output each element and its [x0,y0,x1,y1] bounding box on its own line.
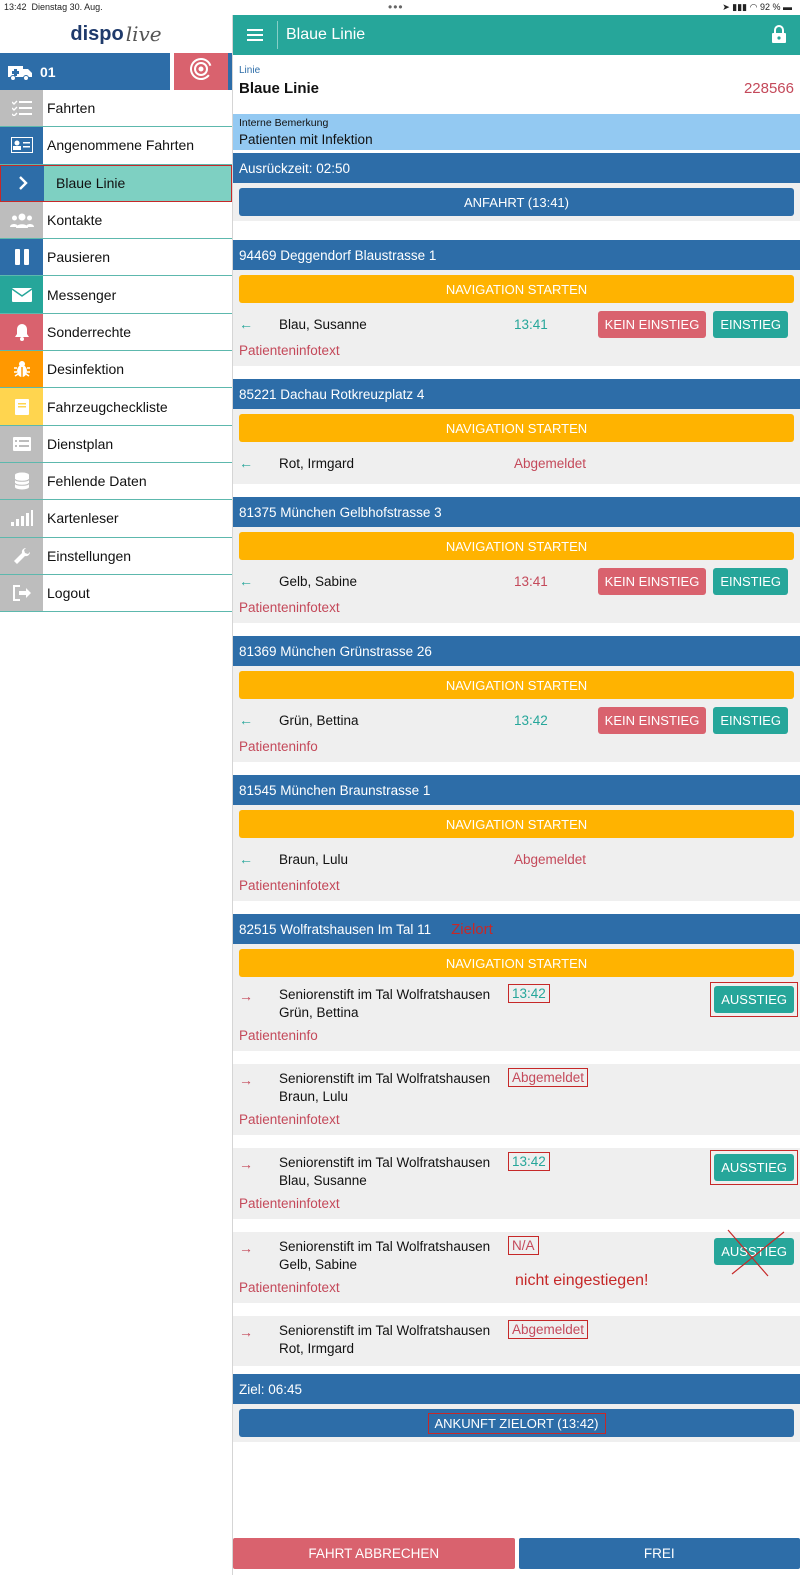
linie-name: Blaue Linie [239,80,320,97]
bug-icon [0,351,43,387]
sidebar-item-label: Sonderrechte [47,323,132,340]
wrench-icon [0,538,43,574]
arrow-right-icon: → [239,1072,253,1088]
stop-address: 85221 Dachau Rotkreuzplatz 4 [233,379,800,409]
destination-place: Seniorenstift im Tal Wolfratshausen [279,987,491,1002]
vehicle-selector[interactable] [0,53,170,90]
patient-name: Grün, Bettina [279,1005,359,1020]
stop-card [233,240,800,379]
patient-name: Rot, Irmgard [279,1341,355,1356]
radio-button[interactable] [174,53,228,90]
patient-info[interactable]: Patienteninfotext [239,1280,340,1295]
linie-label: Linie [239,65,261,76]
patient-name: Grün, Bettina [279,712,359,728]
broadcast-icon [189,57,213,86]
patient-row [233,305,800,366]
patient-time: 13:41 [514,316,548,332]
sidebar-item-kartenleser[interactable] [0,500,232,537]
app-logo: dispo live [70,22,162,46]
patient-row [233,701,800,762]
sidebar-item-kontakte[interactable] [0,202,232,239]
anfahrt-block [233,183,800,221]
patient-name: Rot, Irmgard [279,455,355,471]
destination-address: 82515 Wolfratshausen Im Tal 11 [239,921,432,937]
sidebar-item-blaue-linie[interactable] [0,165,232,202]
destination-nav-block [233,944,800,980]
sidebar-item-label: Messenger [47,286,117,303]
envelope-icon [0,276,43,312]
patient-time: 13:42 [508,1152,550,1171]
stop-nav-block [233,527,800,562]
bottom-actions [233,1538,800,1569]
patient-time: 13:42 [508,984,550,1003]
patient-info[interactable]: Patienteninfo [239,1028,318,1043]
anfahrt-button[interactable]: ANFAHRT (13:41) [239,188,794,216]
sidebar-item-angenommene-fahrten[interactable] [0,127,232,164]
navigation-start-button[interactable]: NAVIGATION STARTEN [239,414,794,442]
status-bar [0,0,800,15]
sidebar-item-label: Logout [47,585,90,601]
stop-nav-block [233,805,800,840]
arrow-left-icon: ← [239,455,253,471]
arrow-right-icon: → [239,1240,253,1256]
einstieg-button[interactable]: EINSTIEG [713,568,788,595]
destination-navigation-button[interactable]: NAVIGATION STARTEN [239,949,794,977]
patient-info[interactable]: Patienteninfotext [239,1196,340,1211]
linie-info [233,55,800,114]
kein-einstieg-button[interactable]: KEIN EINSTIEG [598,311,707,338]
stops-list [233,240,800,914]
hamburger-menu-icon[interactable] [233,29,277,41]
sidebar-item-label: Kontakte [47,212,103,229]
status-time-date: 13:42 Dienstag 30. Aug. [4,2,103,12]
frei-button[interactable]: FREI [519,1538,800,1569]
signal-icon [0,500,43,536]
ausstieg-button[interactable]: AUSSTIEG [714,986,794,1013]
book-icon [0,388,43,424]
sidebar-item-label: Kartenleser [47,510,119,527]
sidebar-item-sonderrechte[interactable] [0,314,232,351]
patient-time: Abgemeldet [514,455,587,471]
arrow-right-icon: → [239,988,253,1004]
stop-address: 94469 Deggendorf Blaustrasse 1 [233,240,800,270]
main-content [233,15,800,1575]
arrow-left-icon: ← [239,851,253,867]
vehicle-row [0,53,232,90]
sidebar-item-label: Dienstplan [47,435,114,452]
sidebar-item-label: Pausieren [47,249,111,266]
patient-name: Braun, Lulu [279,851,349,867]
patient-time: Abgemeldet [514,851,587,867]
destination-patient-row [233,1316,800,1366]
ausrueck-header: Ausrückzeit: 02:50 [233,153,800,183]
destination-patient-row [233,1232,800,1303]
ankunft-zielort-label: ANKUNFT ZIELORT (13:42) [428,1413,606,1434]
sidebar-item-messenger[interactable] [0,276,232,313]
stop-address: 81369 München Grünstrasse 26 [233,636,800,666]
destination-annotation: Zielort [451,920,493,938]
fahrt-abbrechen-button[interactable]: FAHRT ABBRECHEN [233,1538,515,1569]
destination-patients [233,980,800,1366]
id-card-icon [0,127,43,163]
patient-info[interactable]: Patienteninfotext [239,343,340,358]
users-icon [0,202,43,238]
cross-out-mark [726,1228,786,1278]
sidebar-item-label: Angenommene Fahrten [47,137,195,154]
stop-card [233,775,800,914]
patient-row [233,562,800,623]
sidebar-item-label: Fahrten [47,100,96,117]
destination-place: Seniorenstift im Tal Wolfratshausen [279,1155,491,1170]
destination-patient-row [233,1148,800,1219]
patient-time: 13:41 [514,573,548,589]
sidebar-item-desinfektion[interactable] [0,351,232,388]
sidebar-item-fahrten[interactable] [0,90,232,127]
patient-time: Abgemeldet [508,1068,588,1087]
lock-icon[interactable] [772,25,786,48]
arrow-right-icon: → [239,1156,253,1172]
stop-card [233,379,800,497]
patient-row [233,840,800,901]
patient-row [233,444,800,484]
ankunft-block [233,1404,800,1442]
stop-address: 81545 München Braunstrasse 1 [233,775,800,805]
sidebar-item-label: Fahrzeugcheckliste [47,398,168,415]
ziel-header: Ziel: 06:45 [233,1374,800,1404]
database-icon [0,463,43,499]
patient-time: Abgemeldet [508,1320,588,1339]
internal-note-value: Patienten mit Infektion [239,132,373,147]
sidebar-item-label: Blaue Linie [56,175,126,192]
sidebar-item-pausieren[interactable] [0,239,232,276]
destination-place: Seniorenstift im Tal Wolfratshausen [279,1239,491,1254]
arrow-left-icon: ← [239,573,253,589]
navigation-start-button[interactable]: NAVIGATION STARTEN [239,275,794,303]
ankunft-zielort-button[interactable] [239,1409,794,1437]
multitasking-dots-icon[interactable]: ••• [388,0,404,14]
sidebar-item-dienstplan[interactable] [0,426,232,463]
linie-number: 228566 [743,80,794,97]
einstieg-button[interactable]: EINSTIEG [713,707,788,734]
stop-nav-block [233,270,800,305]
patient-name: Braun, Lulu [279,1089,349,1104]
patient-info[interactable]: Patienteninfotext [239,600,340,615]
destination-place: Seniorenstift im Tal Wolfratshausen [279,1071,491,1086]
destination-patient-row [233,980,800,1051]
patient-info[interactable]: Patienteninfotext [239,1112,340,1127]
arrow-left-icon: ← [239,712,253,728]
status-indicators: ➤ ▮▮▮ ◠ 92 % ▬ [722,2,792,12]
kein-einstieg-button[interactable]: KEIN EINSTIEG [598,568,707,595]
destination-place: Seniorenstift im Tal Wolfratshausen [279,1323,491,1338]
vehicle-number: 01 [40,63,56,80]
navigation-start-button[interactable]: NAVIGATION STARTEN [239,671,794,699]
stop-card [233,497,800,636]
list-icon [0,426,43,462]
logout-icon [0,575,43,611]
chevron-right-icon [1,166,44,201]
navigation-start-button[interactable]: NAVIGATION STARTEN [239,532,794,560]
top-bar [233,15,800,55]
patient-time: 13:42 [514,712,548,728]
sidebar-item-einstellungen[interactable] [0,538,232,575]
stop-card [233,636,800,775]
patient-info[interactable]: Patienteninfo [239,739,318,754]
patient-name: Gelb, Sabine [279,573,358,589]
pause-icon [0,239,43,275]
sidebar-item-label: Fehlende Daten [47,473,147,490]
sidebar-menu [0,90,232,612]
internal-note-label: Interne Bemerkung [239,117,329,129]
patient-name: Blau, Susanne [279,316,367,332]
bell-icon [0,314,43,350]
patient-time: N/A [508,1236,539,1255]
patient-info[interactable]: Patienteninfotext [239,878,340,893]
destination-patient-row [233,1064,800,1135]
sidebar-item-label: Desinfektion [47,361,125,378]
internal-note [233,114,800,150]
patient-name: Blau, Susanne [279,1173,367,1188]
patient-name: Gelb, Sabine [279,1257,358,1272]
kein-einstieg-button[interactable]: KEIN EINSTIEG [598,707,707,734]
navigation-start-button[interactable]: NAVIGATION STARTEN [239,810,794,838]
sidebar-item-logout[interactable] [0,575,232,612]
stop-nav-block [233,666,800,701]
sidebar-item-label: Einstellungen [47,547,132,564]
ambulance-icon [0,63,40,81]
stop-nav-block [233,409,800,444]
destination-header [233,914,800,944]
ausstieg-button[interactable]: AUSSTIEG [714,1154,794,1181]
sidebar-item-fehlende-daten[interactable] [0,463,232,500]
arrow-left-icon: ← [239,316,253,332]
ausstieg-button[interactable]: AUSSTIEG [714,1238,794,1265]
stop-address: 81375 München Gelbhofstrasse 3 [233,497,800,527]
sidebar-item-fahrzeugcheckliste[interactable] [0,388,232,425]
page-title: Blaue Linie [286,26,366,43]
arrow-right-icon: → [239,1324,253,1340]
not-boarded-note: nicht eingestiegen! [515,1272,649,1289]
sidebar [0,15,233,1575]
einstieg-button[interactable]: EINSTIEG [713,311,788,338]
list-check-icon [0,90,43,126]
